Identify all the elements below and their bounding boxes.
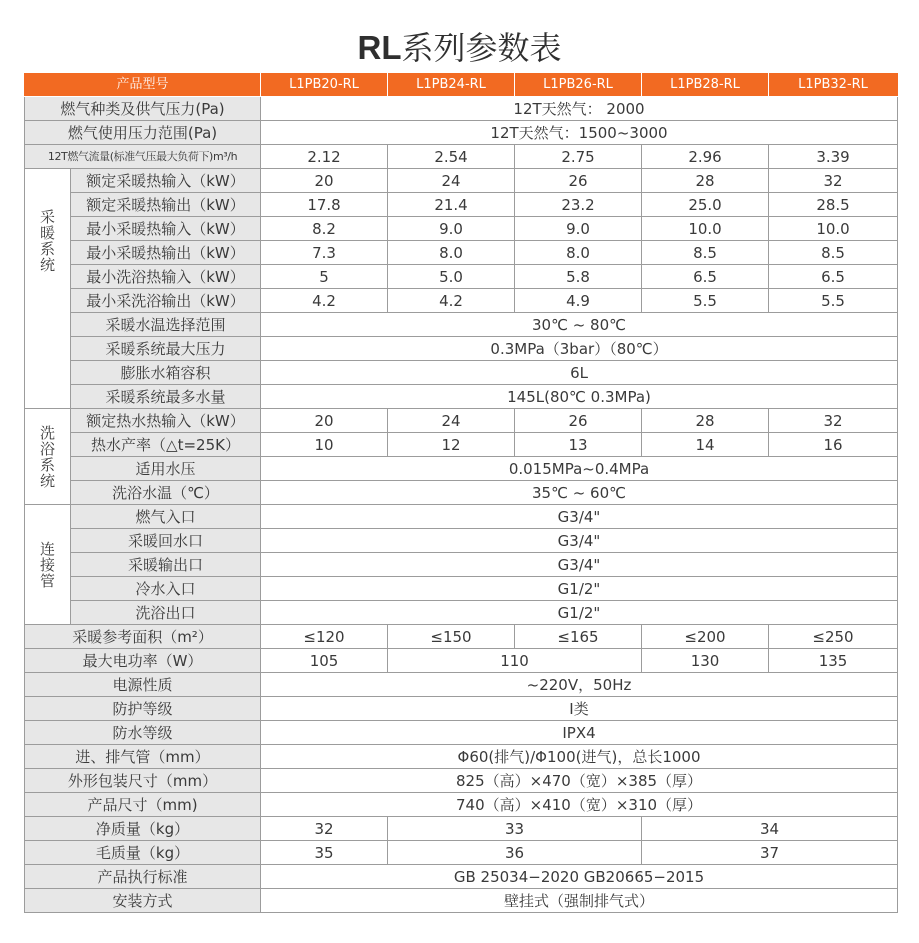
cell: 10.0 [642,217,769,241]
cell: 8.2 [261,217,388,241]
row-value: 0.015MPa~0.4MPa [261,457,898,481]
cell: 6.5 [769,265,898,289]
row-value: 12T天然气：1500~3000 [261,121,898,145]
row-label: 进、排气管（mm） [25,745,261,769]
row-value: 35℃ ~ 60℃ [261,481,898,505]
cell: 26 [515,409,642,433]
cell: 26 [515,169,642,193]
cell: 4.9 [515,289,642,313]
model-header-label: 产品型号 [25,73,261,97]
cell: 9.0 [515,217,642,241]
table-row [25,553,898,577]
row-label: 电源性质 [25,673,261,697]
cell: 5.5 [769,289,898,313]
cell: 24 [388,169,515,193]
table-row [25,481,898,505]
cell: 20 [261,409,388,433]
row-value: G3/4" [261,553,898,577]
cell: 5.5 [642,289,769,313]
row-label: 最小洗浴热输入（kW） [71,265,261,289]
table-row [25,169,898,193]
table-row [25,313,898,337]
cell: 9.0 [388,217,515,241]
cell: 110 [388,649,642,673]
row-value: 30℃ ~ 80℃ [261,313,898,337]
table-row [25,889,898,913]
cell: 14 [642,433,769,457]
page-title: RL系列参数表 [357,29,562,67]
table-row [25,361,898,385]
row-label: 膨胀水箱容积 [71,361,261,385]
table-row [25,745,898,769]
cell: 10 [261,433,388,457]
cell: 32 [769,169,898,193]
cell: ≤250 [769,625,898,649]
cell: 8.0 [515,241,642,265]
table-row [25,721,898,745]
row-label: 额定采暖热输入（kW） [71,169,261,193]
row-value: 825（高）×470（宽）×385（厚） [261,769,898,793]
cell: 2.96 [642,145,769,169]
model-1: L1PB20-RL [261,73,388,97]
section-bathing: 洗 浴 系 统 [25,409,71,505]
cell: 23.2 [515,193,642,217]
row-value: G3/4" [261,529,898,553]
table-row [25,241,898,265]
table-row [25,193,898,217]
table-row [25,865,898,889]
row-label: 燃气种类及供气压力(Pa) [25,97,261,121]
row-label: 额定采暖热输出（kW） [71,193,261,217]
table-row [25,457,898,481]
cell: ≤200 [642,625,769,649]
row-value: G1/2" [261,577,898,601]
table-row [25,97,898,121]
table-row [25,265,898,289]
cell: 28 [642,409,769,433]
row-label: 毛质量（kg） [25,841,261,865]
cell: 2.54 [388,145,515,169]
cell: 21.4 [388,193,515,217]
cell: 36 [388,841,642,865]
row-value: IPX4 [261,721,898,745]
row-label: 防水等级 [25,721,261,745]
row-label: 采暖回水口 [71,529,261,553]
cell: 24 [388,409,515,433]
table-row [25,409,898,433]
row-label: 采暖水温选择范围 [71,313,261,337]
table-row [25,817,898,841]
row-label: 燃气使用压力范围(Pa) [25,121,261,145]
cell: 8.5 [642,241,769,265]
row-label: 洗浴出口 [71,601,261,625]
cell: 28 [642,169,769,193]
table-row [25,217,898,241]
row-label: 冷水入口 [71,577,261,601]
cell: 5 [261,265,388,289]
row-value: 壁挂式（强制排气式） [261,889,898,913]
cell: 4.2 [388,289,515,313]
row-value: 0.3MPa（3bar）（80℃） [261,337,898,361]
table-row [25,505,898,529]
row-value: G3/4" [261,505,898,529]
cell: 20 [261,169,388,193]
row-value: 12T天然气： 2000 [261,97,898,121]
table-row [25,289,898,313]
cell: 32 [769,409,898,433]
cell: 35 [261,841,388,865]
section-connection: 连 接 管 [25,505,71,625]
cell: 25.0 [642,193,769,217]
table-row [25,841,898,865]
row-label: 热水产率（△t=25K） [71,433,261,457]
cell: 34 [642,817,898,841]
table-row [25,769,898,793]
cell: 3.39 [769,145,898,169]
row-label: 最小采暖热输出（kW） [71,241,261,265]
cell: 10.0 [769,217,898,241]
cell: 5.8 [515,265,642,289]
table-row [25,649,898,673]
model-2: L1PB24-RL [388,73,515,97]
section-heating: 采 暖 系 统 [25,169,71,409]
header-row [25,73,898,97]
row-label: 采暖系统最多水量 [71,385,261,409]
table-row [25,529,898,553]
table-row [25,697,898,721]
cell: 16 [769,433,898,457]
cell: 4.2 [261,289,388,313]
row-value: I类 [261,697,898,721]
row-value: Φ60(排气)/Φ100(进气)，总长1000 [261,745,898,769]
row-value: G1/2" [261,601,898,625]
spec-table [24,73,898,913]
row-label: 最小采暖热输入（kW） [71,217,261,241]
row-label: 防护等级 [25,697,261,721]
table-row [25,145,898,169]
cell: 13 [515,433,642,457]
cell: 12 [388,433,515,457]
row-label: 额定热水热输入（kW） [71,409,261,433]
table-row [25,673,898,697]
table-row [25,793,898,817]
table-row [25,385,898,409]
row-value: 145L(80℃ 0.3MPa) [261,385,898,409]
cell: 2.75 [515,145,642,169]
row-label: 采暖参考面积（m²） [25,625,261,649]
row-label: 净质量（kg） [25,817,261,841]
model-5: L1PB32-RL [769,73,898,97]
row-label: 产品执行标准 [25,865,261,889]
cell: 28.5 [769,193,898,217]
row-label: 外形包装尺寸（mm） [25,769,261,793]
row-label: 适用水压 [71,457,261,481]
table-row [25,625,898,649]
cell: 6.5 [642,265,769,289]
model-3: L1PB26-RL [515,73,642,97]
row-label: 采暖输出口 [71,553,261,577]
table-row [25,433,898,457]
row-label: 安装方式 [25,889,261,913]
row-label: 最小采洗浴输出（kW） [71,289,261,313]
row-label: 洗浴水温（℃） [71,481,261,505]
row-label: 12T燃气流量(标准气压最大负荷下)m³/h [25,145,261,169]
row-label: 最大电功率（W） [25,649,261,673]
table-row [25,601,898,625]
row-label: 采暖系统最大压力 [71,337,261,361]
row-label: 产品尺寸（mm) [25,793,261,817]
model-4: L1PB28-RL [642,73,769,97]
cell: 5.0 [388,265,515,289]
cell: ≤120 [261,625,388,649]
cell: 130 [642,649,769,673]
cell: 105 [261,649,388,673]
cell: 7.3 [261,241,388,265]
cell: 33 [388,817,642,841]
cell: 8.0 [388,241,515,265]
cell: ≤165 [515,625,642,649]
row-label: 燃气入口 [71,505,261,529]
cell: 37 [642,841,898,865]
cell: 32 [261,817,388,841]
row-value: 740（高）×410（宽）×310（厚） [261,793,898,817]
row-value: 6L [261,361,898,385]
cell: 17.8 [261,193,388,217]
cell: ≤150 [388,625,515,649]
table-row [25,577,898,601]
table-row [25,121,898,145]
cell: 135 [769,649,898,673]
table-row [25,337,898,361]
cell: 2.12 [261,145,388,169]
row-value: ~220V，50Hz [261,673,898,697]
cell: 8.5 [769,241,898,265]
row-value: GB 25034−2020 GB20665−2015 [261,865,898,889]
